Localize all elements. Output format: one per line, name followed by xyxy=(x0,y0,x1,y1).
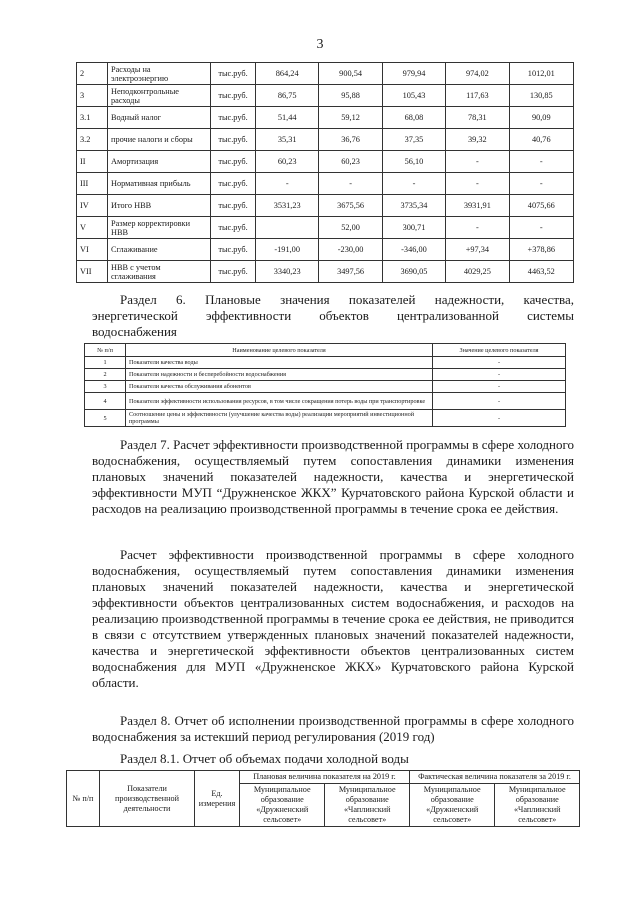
section-8-1-heading: Раздел 8.1. Отчет об объемах подачи холодной воды xyxy=(120,751,409,766)
row-value: 3675,56 xyxy=(319,195,382,217)
indicator-value: - xyxy=(433,369,566,381)
section-8-heading: Раздел 8. Отчет об исполнении производственной программы в сфере холодного водоснабжения за истекший период регулирования (2019 год) xyxy=(92,713,574,744)
row-code: 3.2 xyxy=(77,129,108,151)
row-name: НВВ с учетом сглаживания xyxy=(108,261,211,283)
calculation-paragraph: Расчет эффективности производственной программы в сфере холодного водоснабжения, осуществляемый путем сопоставления динамики изменения плановых значений показателей надежности, качества и энергетической эффективности объектов централизованных систем водоснабжения, и расходов на реализацию производственной программы в течение срока ее действия, не приводится в связи с отсутствием утвержденных плановых значений показателей надежности, качества и энергетической эффективности объектов централизованных систем водоснабжения для МУП «Дружненское ЖКХ» Курчатовского района Курской области. xyxy=(92,547,574,690)
volume-header-indicator: Показатели производственной деятельности xyxy=(100,771,195,827)
row-value: 1012,01 xyxy=(509,63,573,85)
row-value: 90,09 xyxy=(509,107,573,129)
indicator-num: 4 xyxy=(85,393,126,410)
row-value: -230,00 xyxy=(319,239,382,261)
indicator-value: - xyxy=(433,357,566,369)
row-value: +378,86 xyxy=(509,239,573,261)
row-value: 52,00 xyxy=(319,217,382,239)
row-value: 4029,25 xyxy=(446,261,509,283)
row-name: Амортизация xyxy=(108,151,211,173)
row-name: Водный налог xyxy=(108,107,211,129)
indicator-value: - xyxy=(433,393,566,410)
row-code: V xyxy=(77,217,108,239)
row-code: 2 xyxy=(77,63,108,85)
indicator-name: Показатели качества обслуживания абонентов xyxy=(126,381,433,393)
indicators-row xyxy=(85,381,566,393)
financial-table-row xyxy=(77,63,574,85)
volume-sub-druzh-plan: Муниципальное образование «Дружненский сельсовет» xyxy=(240,784,325,827)
row-value: 130,85 xyxy=(509,85,573,107)
financial-table-row xyxy=(77,217,574,239)
row-value: 40,76 xyxy=(509,129,573,151)
financial-table-row xyxy=(77,151,574,173)
row-value: 105,43 xyxy=(382,85,445,107)
indicator-name: Показатели надежности и бесперебойности водоснабжения xyxy=(126,369,433,381)
volume-table xyxy=(66,770,580,827)
row-name: прочие налоги и сборы xyxy=(108,129,211,151)
section-6-line-2: энергетической эффективности объектов централизованной системы xyxy=(92,308,574,323)
row-unit: тыс.руб. xyxy=(211,195,256,217)
row-value: 78,31 xyxy=(446,107,509,129)
row-value: 3931,91 xyxy=(446,195,509,217)
row-code: II xyxy=(77,151,108,173)
row-unit: тыс.руб. xyxy=(211,217,256,239)
section-7-heading: Раздел 7. Расчет эффективности производственной программы в сфере холодного водоснабжения, осуществляемый путем сопоставления динамики изменения плановых значений показателей надежности, качества и энергетической эффективности МУП “Дружненское ЖКХ” Курчатовского района Курской области и расходов на реализацию производственной программы в течение срока ее действия. xyxy=(92,437,574,516)
indicators-table xyxy=(84,343,566,427)
row-name: Нормативная прибыль xyxy=(108,173,211,195)
indicators-header-num: № п/п xyxy=(85,344,126,357)
indicators-row xyxy=(85,369,566,381)
financial-table-row xyxy=(77,107,574,129)
row-value: 979,94 xyxy=(382,63,445,85)
row-value: - xyxy=(509,173,573,195)
volume-sub-chap-fact: Муниципальное образование «Чаплинский сельсовет» xyxy=(495,784,580,827)
row-value: 300,71 xyxy=(382,217,445,239)
row-value: 4463,52 xyxy=(509,261,573,283)
indicator-name: Соотношение цены и эффективности (улучшение качества воды) реализации мероприятий инвестиционной программы xyxy=(126,410,433,427)
row-value: - xyxy=(256,173,319,195)
row-value: 36,76 xyxy=(319,129,382,151)
indicators-header-name: Наименование целевого показателя xyxy=(126,344,433,357)
financial-table xyxy=(76,62,574,283)
indicators-row xyxy=(85,357,566,369)
section-6-line-1: Раздел 6. Плановые значения показателей надежности, качества, xyxy=(120,292,574,307)
indicators-header-value: Значение целевого показателя xyxy=(433,344,566,357)
row-value: 117,63 xyxy=(446,85,509,107)
row-name: Неподконтрольные расходы xyxy=(108,85,211,107)
financial-table-row xyxy=(77,173,574,195)
indicator-num: 3 xyxy=(85,381,126,393)
financial-table-row xyxy=(77,129,574,151)
indicator-num: 1 xyxy=(85,357,126,369)
financial-table-row xyxy=(77,239,574,261)
row-value: - xyxy=(446,217,509,239)
row-code: 3 xyxy=(77,85,108,107)
row-unit: тыс.руб. xyxy=(211,63,256,85)
row-value: 95,88 xyxy=(319,85,382,107)
row-name: Сглаживание xyxy=(108,239,211,261)
indicator-value: - xyxy=(433,410,566,427)
row-name: Расходы на электроэнергию xyxy=(108,63,211,85)
row-value: 59,12 xyxy=(319,107,382,129)
row-code: 3.1 xyxy=(77,107,108,129)
indicators-row xyxy=(85,393,566,410)
row-unit: тыс.руб. xyxy=(211,151,256,173)
volume-header-num: № п/п xyxy=(67,771,100,827)
row-value: 39,32 xyxy=(446,129,509,151)
volume-sub-chap-plan: Муниципальное образование «Чаплинский сельсовет» xyxy=(325,784,410,827)
indicator-name: Показатели эффективности использования ресурсов, в том числе сокращения потерь воды при транспортировке xyxy=(126,393,433,410)
row-value: -191,00 xyxy=(256,239,319,261)
row-value: 3531,23 xyxy=(256,195,319,217)
row-value: 35,31 xyxy=(256,129,319,151)
row-value: -346,00 xyxy=(382,239,445,261)
row-value: 900,54 xyxy=(319,63,382,85)
row-value: - xyxy=(319,173,382,195)
row-code: VI xyxy=(77,239,108,261)
row-value: 974,02 xyxy=(446,63,509,85)
row-value: 3690,05 xyxy=(382,261,445,283)
row-value xyxy=(256,217,319,239)
row-name: Итого НВВ xyxy=(108,195,211,217)
row-value: 3735,34 xyxy=(382,195,445,217)
row-value: 86,75 xyxy=(256,85,319,107)
indicator-name: Показатели качества воды xyxy=(126,357,433,369)
row-value: - xyxy=(382,173,445,195)
section-6-heading xyxy=(92,292,574,340)
financial-table-row xyxy=(77,261,574,283)
row-unit: тыс.руб. xyxy=(211,107,256,129)
row-unit: тыс.руб. xyxy=(211,261,256,283)
page-number: 3 xyxy=(316,37,324,52)
row-unit: тыс.руб. xyxy=(211,173,256,195)
row-value: 51,44 xyxy=(256,107,319,129)
row-value: 864,24 xyxy=(256,63,319,85)
row-code: IV xyxy=(77,195,108,217)
row-unit: тыс.руб. xyxy=(211,129,256,151)
row-unit: тыс.руб. xyxy=(211,85,256,107)
volume-header-planned: Плановая величина показателя на 2019 г. xyxy=(240,771,410,784)
row-value: 3497,56 xyxy=(319,261,382,283)
row-value: 56,10 xyxy=(382,151,445,173)
financial-table-row xyxy=(77,195,574,217)
row-code: VII xyxy=(77,261,108,283)
section-6-line-3: водоснабжения xyxy=(92,324,177,339)
row-value: 68,08 xyxy=(382,107,445,129)
row-value: - xyxy=(446,173,509,195)
row-value: 3340,23 xyxy=(256,261,319,283)
indicator-value: - xyxy=(433,381,566,393)
indicator-num: 2 xyxy=(85,369,126,381)
volume-sub-druzh-fact: Муниципальное образование «Дружненский сельсовет» xyxy=(409,784,494,827)
financial-table-row xyxy=(77,85,574,107)
volume-header-unit: Ед. измерения xyxy=(195,771,240,827)
row-value: - xyxy=(446,151,509,173)
row-code: III xyxy=(77,173,108,195)
row-value: +97,34 xyxy=(446,239,509,261)
row-value: - xyxy=(509,151,573,173)
row-unit: тыс.руб. xyxy=(211,239,256,261)
indicators-row xyxy=(85,410,566,427)
row-value: 37,35 xyxy=(382,129,445,151)
row-value: - xyxy=(509,217,573,239)
row-name: Размер корректировки НВВ xyxy=(108,217,211,239)
indicator-num: 5 xyxy=(85,410,126,427)
row-value: 60,23 xyxy=(256,151,319,173)
row-value: 60,23 xyxy=(319,151,382,173)
row-value: 4075,66 xyxy=(509,195,573,217)
volume-header-actual: Фактическая величина показателя за 2019 г. xyxy=(409,771,579,784)
